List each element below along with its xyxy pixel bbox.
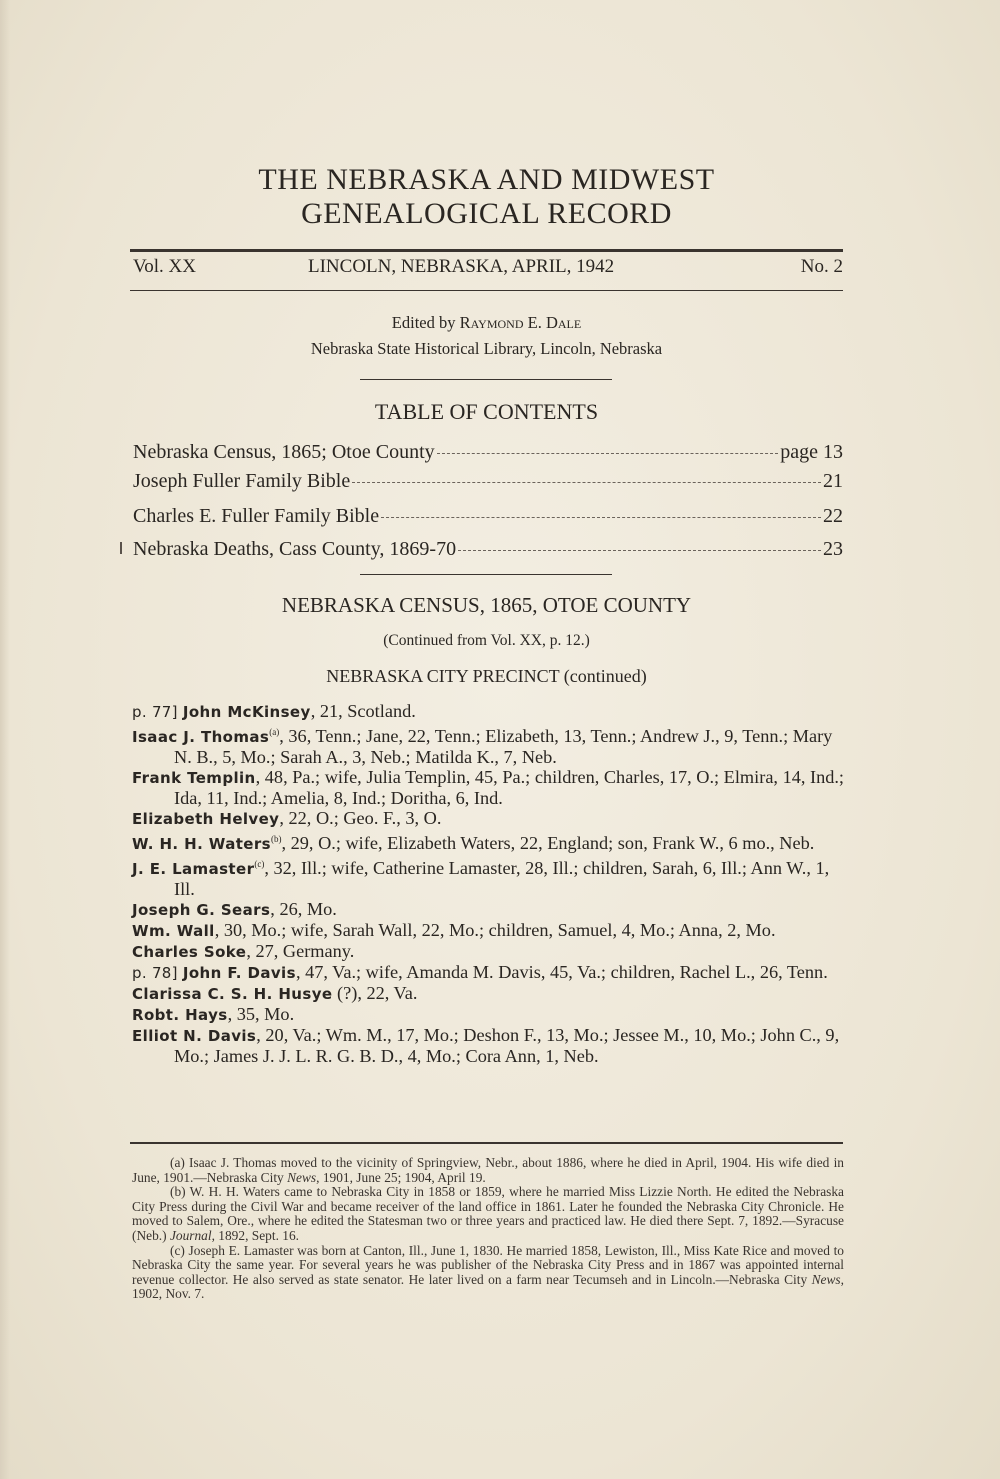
volume-label: Vol. XX <box>133 256 196 277</box>
margin-mark <box>120 542 122 554</box>
census-entry-details: (?), 22, Va. <box>332 983 418 1004</box>
footnote-text: (c) Joseph E. Lamaster was born at Canton, Ill., June 1, 1830. He married 1858, Lewiston, Ill., Miss Kate Rice and moved to Nebraska City the same year. For several years he was publisher of the Nebraska City Press and in 1867 was appointed internal revenue collector. He also served as state senator. He later lived on a farm near Tecumseh and in Lincoln.—Nebraska City <box>132 1242 844 1287</box>
census-entry <box>132 854 844 899</box>
issue-place-date: LINCOLN, NEBRASKA, APRIL, 1942 <box>308 256 615 277</box>
census-entry-details: , 21, Scotland. <box>310 701 416 721</box>
article-continued-note: (Continued from Vol. XX, p. 12.) <box>383 632 590 649</box>
census-person-name: Elliot N. Davis <box>132 1027 257 1046</box>
toc-entry <box>133 441 843 471</box>
journal-title-line-1: THE NEBRASKA AND MIDWEST <box>258 163 715 196</box>
toc-entry-page: 23 <box>823 538 843 560</box>
toc-entry-page: 21 <box>823 470 843 492</box>
toc-heading: TABLE OF CONTENTS <box>374 399 599 424</box>
masthead-bottom-rule <box>130 290 843 291</box>
toc-leader <box>381 517 821 518</box>
census-entry-details: , 48, Pa.; wife, Julia Templin, 45, Pa.; children, Charles, 17, O.; Elmira, 14, Ind.; Ida, 11, Ind.; Amelia, 8, Ind.; Doritha, 6, Ind. <box>174 767 845 809</box>
toc-entry-title: Nebraska Census, 1865; Otoe County <box>133 441 435 463</box>
census-entry <box>132 1004 844 1025</box>
footnote-text: (b) W. H. H. Waters came to Nebraska City in 1858 or 1859, where he married Miss Lizzie North. He edited the Nebraska City Press during the Civil War and became receiver of the land office in 1861. Later he founded the Nebraska City Chronicle. He moved to Salem, Ore., where he edited the Statesman two or three years and practiced law. He died there Sept. 7, 1892.—Syracuse (Neb.) <box>132 1184 844 1243</box>
precinct-heading: NEBRASKA CITY PRECINCT (continued) <box>326 666 647 686</box>
census-entry-details: , 36, Tenn.; Jane, 22, Tenn.; Elizabeth, 13, Tenn.; Andrew J., 9, Tenn.; Mary N. B., 5, Mo.; Sarah A., 3, Neb.; Matilda K., 7, Neb. <box>174 726 833 768</box>
issue-number: No. 2 <box>800 256 843 277</box>
section-divider-2 <box>360 574 612 575</box>
footnote-text: , 1892, Sept. 16. <box>211 1227 300 1243</box>
footnote <box>132 1156 844 1185</box>
masthead-top-rule <box>130 249 843 252</box>
footnote-marker: (a) <box>269 727 280 737</box>
census-page-ref: p. 78] <box>132 964 183 983</box>
page-edge-shadow <box>0 0 10 1479</box>
census-person-name: W. H. H. Waters <box>132 835 271 854</box>
census-entry-details: , 32, Ill.; wife, Catherine Lamaster, 28, Ill.; children, Sarah, 6, Ill.; Ann W., 1, Ill. <box>174 858 830 900</box>
journal-title-line-2: GENEALOGICAL RECORD <box>301 197 672 230</box>
toc-leader <box>458 550 821 551</box>
census-person-name: J. E. Lamaster <box>132 860 255 879</box>
toc-entry <box>133 538 843 568</box>
census-entry <box>132 941 844 962</box>
footnote-text: , 1902, Nov. 7. <box>132 1271 844 1302</box>
toc-entry-title: Joseph Fuller Family Bible <box>133 470 351 492</box>
footnote-text: News <box>811 1271 841 1287</box>
census-person-name: John McKinsey <box>182 703 311 721</box>
footnotes <box>132 1156 844 1302</box>
toc-leader <box>437 453 779 454</box>
census-person-name: Elizabeth Helvey <box>132 810 280 829</box>
footnote-text: , 1901, June 25; 1904, April 19. <box>316 1169 486 1185</box>
toc-leader <box>352 482 821 483</box>
toc-entry <box>133 505 843 535</box>
census-entry-details: , 30, Mo.; wife, Sarah Wall, 22, Mo.; children, Samuel, 4, Mo.; Anna, 2, Mo. <box>214 920 776 941</box>
census-entry <box>132 1025 844 1066</box>
toc-entry-title: Nebraska Deaths, Cass County, 1869-70 <box>133 538 457 560</box>
edited-by-prefix: Edited by <box>391 313 460 332</box>
footnote-text: Journal <box>169 1227 212 1243</box>
census-entry-details: , 47, Va.; wife, Amanda M. Davis, 45, Va.; children, Rachel L., 26, Tenn. <box>295 962 828 983</box>
census-entry-details: , 26, Mo. <box>270 899 337 920</box>
census-entry <box>132 920 844 941</box>
census-entry <box>132 808 844 829</box>
census-entry-details: , 35, Mo. <box>227 1004 295 1025</box>
footnote-marker: (c) <box>254 859 265 870</box>
census-entry <box>132 722 844 767</box>
census-person-name: Joseph G. Sears <box>132 901 271 920</box>
toc-entry-title: Charles E. Fuller Family Bible <box>133 505 380 527</box>
census-entry <box>132 962 844 983</box>
census-person-name: Clarissa C. S. H. Husye <box>132 985 333 1004</box>
toc-entry-page: page 13 <box>780 441 843 463</box>
footnote-rule <box>130 1142 843 1144</box>
census-entry <box>132 899 844 920</box>
footnote-text: (a) Isaac J. Thomas moved to the vicinity of Springview, Nebr., about 1886, where he died in April, 1904. His wife died in June, 1901.—Nebraska City <box>132 1155 844 1185</box>
census-person-name: Charles Soke <box>132 943 247 962</box>
editor-line <box>130 313 843 333</box>
footnote-text: News <box>287 1169 317 1185</box>
census-entry <box>132 767 844 808</box>
census-person-name: Frank Templin <box>132 769 256 788</box>
issue-line <box>130 256 843 286</box>
census-person-name: Robt. Hays <box>132 1006 228 1025</box>
editor-name: Raymond E. Dale <box>459 313 582 332</box>
footnote <box>132 1185 844 1243</box>
census-entry-details: , 20, Va.; Wm. M., 17, Mo.; Deshon F., 13, Mo.; Jessee M., 10, Mo.; John C., 9, Mo.; James J. J. L. R. G. B. D., 4, Mo.; Cora Ann, 1, Neb. <box>174 1025 840 1067</box>
article-title: NEBRASKA CENSUS, 1865, OTOE COUNTY <box>281 593 692 617</box>
census-entry-details: , 27, Germany. <box>246 941 355 962</box>
toc-entry-page: 22 <box>823 505 843 527</box>
census-entries <box>132 701 844 1066</box>
census-person-name: John F. Davis <box>182 964 296 983</box>
toc-entry <box>133 470 843 500</box>
census-person-name: Isaac J. Thomas <box>132 728 270 747</box>
footnote <box>132 1244 844 1302</box>
footnote-marker: (b) <box>271 834 282 845</box>
census-entry-details: , 22, O.; Geo. F., 3, O. <box>279 808 442 829</box>
editor-affiliation: Nebraska State Historical Library, Lincoln, Nebraska <box>310 339 663 358</box>
census-entry <box>132 983 844 1004</box>
census-entry <box>132 829 844 854</box>
census-entry-details: , 29, O.; wife, Elizabeth Waters, 22, England; son, Frank W., 6 mo., Neb. <box>281 833 815 854</box>
section-divider-1 <box>360 379 612 380</box>
census-person-name: Wm. Wall <box>132 922 215 941</box>
census-page-ref: p. 77] <box>132 703 183 721</box>
census-entry <box>132 701 844 722</box>
